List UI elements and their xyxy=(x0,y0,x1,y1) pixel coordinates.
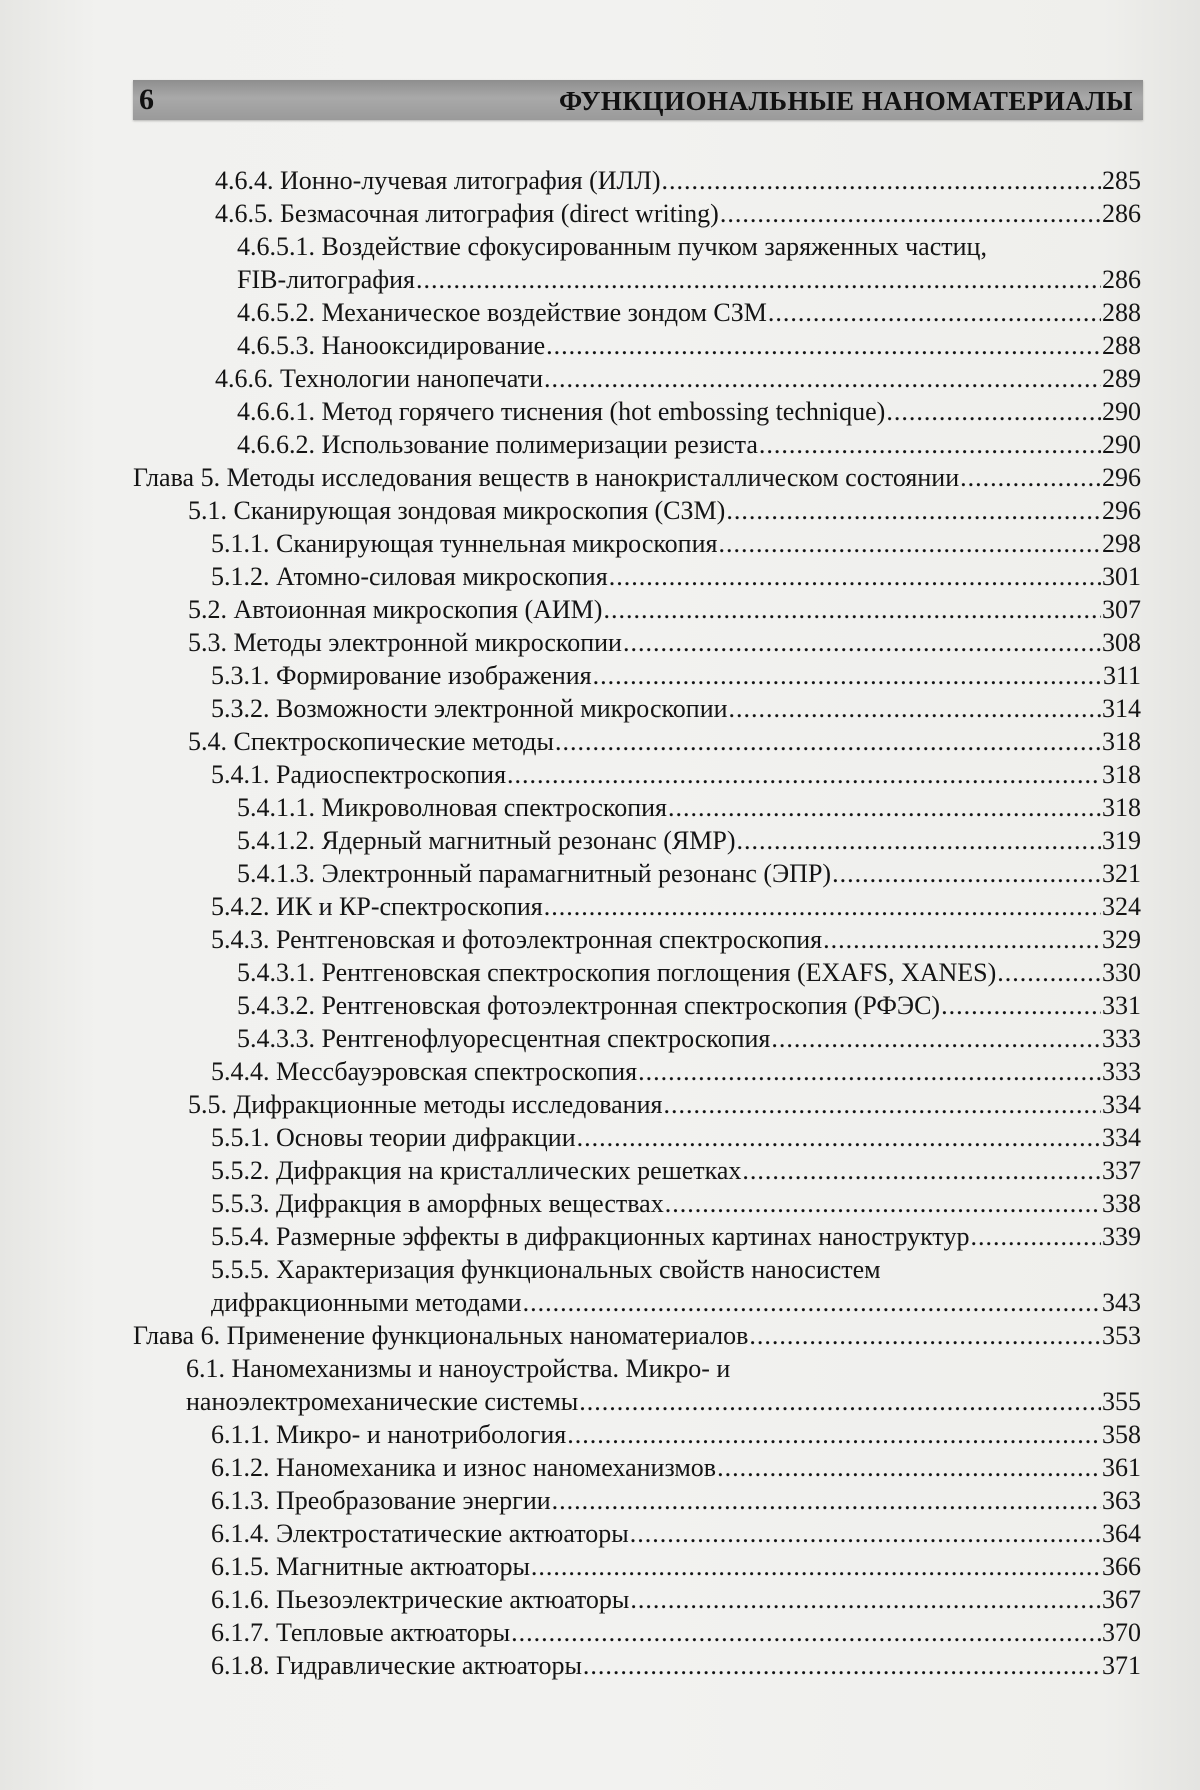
toc-leader-dots xyxy=(630,1583,1101,1616)
toc-leader-dots xyxy=(742,1154,1101,1187)
toc-entry-title: 5.5. Дифракционные методы исследования xyxy=(188,1090,663,1119)
toc-leader-dots xyxy=(960,461,1101,494)
toc-entry-title: 6.1.7. Тепловые актюаторы xyxy=(211,1618,511,1647)
toc-entry xyxy=(0,725,1200,758)
toc-entry-title: 5.4.2. ИК и КР-спектроскопия xyxy=(211,892,543,921)
toc-entry xyxy=(0,1418,1200,1451)
toc-entry-title: 4.6.4. Ионно-лучевая литография (ИЛЛ) xyxy=(215,166,661,195)
toc-leader-dots xyxy=(531,1550,1101,1583)
toc-entry xyxy=(0,1220,1200,1253)
toc-entry-title: 5.5.3. Дифракция в аморфных веществах xyxy=(211,1189,664,1218)
toc-entry xyxy=(0,1187,1200,1220)
toc-entry-page: 333 xyxy=(1102,1024,1141,1053)
toc-entry-page: 286 xyxy=(1102,265,1141,294)
toc-leader-dots xyxy=(544,362,1101,395)
toc-entry-title: 5.4.4. Мессбауэровская спектроскопия xyxy=(211,1057,638,1086)
toc-leader-dots xyxy=(623,626,1101,659)
toc-entry xyxy=(0,989,1200,1022)
toc-entry-title: 5.5.5. Характеризация функциональных свойств наносистем xyxy=(211,1255,881,1284)
toc-leader-dots xyxy=(668,791,1101,824)
toc-entry-page: 361 xyxy=(1102,1453,1141,1482)
toc-leader-dots xyxy=(970,1220,1101,1253)
toc-entry xyxy=(0,626,1200,659)
toc-entry-page: 329 xyxy=(1102,925,1141,954)
toc-leader-dots xyxy=(718,527,1101,560)
toc-leader-dots xyxy=(544,890,1101,923)
toc-entry-title: 5.2. Автоионная микроскопия (АИМ) xyxy=(188,595,603,624)
toc-entry-title: Глава 5. Методы исследования веществ в нанокристаллическом состоянии xyxy=(133,463,960,492)
toc-leader-dots xyxy=(768,296,1101,329)
toc-entry-title: 6.1.3. Преобразование энергии xyxy=(211,1486,551,1515)
toc-entry-title: 6.1.6. Пьезоэлектрические актюаторы xyxy=(211,1585,630,1614)
toc-entry xyxy=(0,1484,1200,1517)
toc-entry-title: 5.4.1.2. Ядерный магнитный резонанс (ЯМР) xyxy=(237,826,736,855)
toc-entry xyxy=(0,956,1200,989)
toc-leader-dots xyxy=(630,1517,1101,1550)
toc-leader-dots xyxy=(511,1616,1101,1649)
toc-entry-page: 330 xyxy=(1102,958,1141,987)
toc-leader-dots xyxy=(579,1385,1101,1418)
toc-leader-dots xyxy=(546,329,1101,362)
toc-entry-page: 314 xyxy=(1102,694,1141,723)
table-of-contents xyxy=(0,164,1200,1682)
toc-entry-page: 288 xyxy=(1102,331,1141,360)
toc-entry-title: 5.3.2. Возможности электронной микроскопии xyxy=(211,694,728,723)
toc-leader-dots xyxy=(823,923,1101,956)
toc-entry xyxy=(0,659,1200,692)
toc-entry xyxy=(0,1352,1200,1385)
toc-leader-dots xyxy=(663,1088,1101,1121)
toc-leader-dots xyxy=(759,428,1101,461)
toc-entry xyxy=(0,428,1200,461)
toc-entry-title: 4.6.5.2. Механическое воздействие зондом СЗМ xyxy=(237,298,767,327)
toc-entry-page: 338 xyxy=(1102,1189,1141,1218)
toc-entry-page: 324 xyxy=(1102,892,1141,921)
toc-entry xyxy=(0,527,1200,560)
toc-entry-page: 296 xyxy=(1102,463,1141,492)
toc-entry xyxy=(0,263,1200,296)
toc-entry xyxy=(0,692,1200,725)
toc-entry-page: 296 xyxy=(1102,496,1141,525)
toc-entry-title: 5.4.1.3. Электронный парамагнитный резонанс (ЭПР) xyxy=(237,859,832,888)
toc-leader-dots xyxy=(886,395,1101,428)
toc-entry-page: 337 xyxy=(1102,1156,1141,1185)
toc-entry xyxy=(0,230,1200,263)
toc-entry-page: 308 xyxy=(1102,628,1141,657)
toc-entry-page: 321 xyxy=(1102,859,1141,888)
toc-entry xyxy=(0,494,1200,527)
toc-entry xyxy=(0,461,1200,494)
toc-entry-page: 333 xyxy=(1102,1057,1141,1086)
toc-entry-title: 5.5.1. Основы теории дифракции xyxy=(211,1123,576,1152)
toc-entry-page: 298 xyxy=(1102,529,1141,558)
toc-entry-page: 339 xyxy=(1102,1222,1141,1251)
toc-leader-dots xyxy=(603,593,1101,626)
toc-entry-title: 6.1.2. Наномеханика и износ наномеханизмов xyxy=(211,1453,717,1482)
toc-entry-title: дифракционными методами xyxy=(211,1288,522,1317)
toc-entry-title: 4.6.6.1. Метод горячего тиснения (hot embossing technique) xyxy=(237,397,886,426)
toc-entry xyxy=(0,197,1200,230)
toc-leader-dots xyxy=(726,494,1101,527)
running-header xyxy=(133,80,1143,120)
toc-entry xyxy=(0,923,1200,956)
toc-entry-title: 4.6.5.3. Нанооксидирование xyxy=(237,331,546,360)
toc-entry-title: 6.1.4. Электростатические актюаторы xyxy=(211,1519,629,1548)
toc-entry-page: 318 xyxy=(1102,727,1141,756)
toc-entry-page: 334 xyxy=(1102,1090,1141,1119)
toc-entry-page: 285 xyxy=(1102,166,1141,195)
toc-entry-title: 6.1.5. Магнитные актюаторы xyxy=(211,1552,530,1581)
toc-entry-page: 370 xyxy=(1102,1618,1141,1647)
toc-leader-dots xyxy=(749,1319,1101,1352)
toc-entry-title: 5.1. Сканирующая зондовая микроскопия (СЗМ) xyxy=(188,496,726,525)
toc-entry xyxy=(0,164,1200,197)
toc-entry xyxy=(0,1451,1200,1484)
toc-entry-page: 355 xyxy=(1102,1387,1141,1416)
toc-entry xyxy=(0,329,1200,362)
toc-entry-page: 319 xyxy=(1102,826,1141,855)
toc-leader-dots xyxy=(665,1187,1101,1220)
toc-leader-dots xyxy=(941,989,1101,1022)
toc-entry xyxy=(0,1550,1200,1583)
toc-entry-page: 289 xyxy=(1102,364,1141,393)
toc-entry xyxy=(0,395,1200,428)
toc-leader-dots xyxy=(729,692,1101,725)
toc-entry-page: 367 xyxy=(1102,1585,1141,1614)
toc-entry-page: 301 xyxy=(1102,562,1141,591)
toc-leader-dots xyxy=(567,1418,1101,1451)
toc-leader-dots xyxy=(661,164,1101,197)
toc-entry-page: 288 xyxy=(1102,298,1141,327)
toc-entry xyxy=(0,1088,1200,1121)
toc-entry-title: 5.4.3.2. Рентгеновская фотоэлектронная спектроскопия (РФЭС) xyxy=(237,991,941,1020)
toc-entry xyxy=(0,1022,1200,1055)
toc-entry-title: 4.6.6. Технологии нанопечати xyxy=(215,364,544,393)
toc-entry xyxy=(0,1616,1200,1649)
toc-entry xyxy=(0,1121,1200,1154)
toc-entry-title: 5.4. Спектроскопические методы xyxy=(188,727,554,756)
toc-entry-page: 311 xyxy=(1102,661,1141,690)
toc-entry-title: FIB-литография xyxy=(237,265,415,294)
header-title: ФУНКЦИОНАЛЬНЫЕ НАНОМАТЕРИАЛЫ xyxy=(558,86,1133,116)
toc-entry-title: 4.6.5. Безмасочная литография (direct writing) xyxy=(215,199,719,228)
toc-entry xyxy=(0,1055,1200,1088)
toc-entry xyxy=(0,593,1200,626)
toc-entry-title: 5.4.3. Рентгеновская и фотоэлектронная спектроскопия xyxy=(211,925,823,954)
toc-entry-title: 5.1.1. Сканирующая туннельная микроскопия xyxy=(211,529,718,558)
toc-entry xyxy=(0,1286,1200,1319)
toc-leader-dots xyxy=(737,824,1102,857)
toc-leader-dots xyxy=(771,1022,1101,1055)
toc-entry-title: 4.6.5.1. Воздействие сфокусированным пучком заряженных частиц, xyxy=(237,232,987,261)
toc-entry xyxy=(0,1385,1200,1418)
toc-entry xyxy=(0,1319,1200,1352)
header-page-number: 6 xyxy=(139,83,154,116)
toc-entry-page: 343 xyxy=(1102,1288,1141,1317)
toc-entry-title: 4.6.6.2. Использование полимеризации резиста xyxy=(237,430,758,459)
toc-entry-page: 363 xyxy=(1102,1486,1141,1515)
toc-entry-page: 364 xyxy=(1102,1519,1141,1548)
toc-entry xyxy=(0,362,1200,395)
toc-entry-page: 290 xyxy=(1102,397,1141,426)
toc-leader-dots xyxy=(997,956,1101,989)
toc-entry-title: Глава 6. Применение функциональных наноматериалов xyxy=(133,1321,749,1350)
toc-entry-title: 6.1.1. Микро- и нанотрибология xyxy=(211,1420,567,1449)
toc-entry xyxy=(0,1253,1200,1286)
toc-leader-dots xyxy=(609,560,1101,593)
toc-entry xyxy=(0,824,1200,857)
toc-entry xyxy=(0,1154,1200,1187)
toc-leader-dots xyxy=(577,1121,1101,1154)
toc-entry-title: 5.5.2. Дифракция на кристаллических решетках xyxy=(211,1156,742,1185)
toc-entry xyxy=(0,791,1200,824)
toc-entry-page: 331 xyxy=(1102,991,1141,1020)
toc-leader-dots xyxy=(552,1484,1101,1517)
toc-entry-page: 353 xyxy=(1102,1321,1141,1350)
toc-entry-page: 334 xyxy=(1102,1123,1141,1152)
toc-entry-title: 5.4.1. Радиоспектроскопия xyxy=(211,760,507,789)
toc-entry-page: 366 xyxy=(1102,1552,1141,1581)
toc-leader-dots xyxy=(416,263,1101,296)
toc-entry xyxy=(0,1649,1200,1682)
toc-entry-title: 5.4.1.1. Микроволновая спектроскопия xyxy=(237,793,667,822)
toc-leader-dots xyxy=(555,725,1101,758)
toc-entry-title: 5.5.4. Размерные эффекты в дифракционных картинах наноструктур xyxy=(211,1222,970,1251)
toc-entry-page: 307 xyxy=(1102,595,1141,624)
toc-entry xyxy=(0,1517,1200,1550)
toc-entry-title: 5.3.1. Формирование изображения xyxy=(211,661,592,690)
toc-entry xyxy=(0,560,1200,593)
toc-entry-page: 358 xyxy=(1102,1420,1141,1449)
toc-entry-title: 6.1.8. Гидравлические актюаторы xyxy=(211,1651,582,1680)
toc-entry-title: 5.4.3.3. Рентгенофлуоресцентная спектроскопия xyxy=(237,1024,771,1053)
toc-entry-title: 5.3. Методы электронной микроскопии xyxy=(188,628,622,657)
toc-leader-dots xyxy=(583,1649,1101,1682)
toc-leader-dots xyxy=(832,857,1101,890)
toc-leader-dots xyxy=(720,197,1101,230)
toc-entry-page: 371 xyxy=(1102,1651,1141,1680)
toc-entry-title: 6.1. Наномеханизмы и наноустройства. Микро- и xyxy=(186,1354,731,1383)
toc-entry-page: 318 xyxy=(1102,793,1141,822)
toc-entry xyxy=(0,758,1200,791)
toc-entry-page: 290 xyxy=(1102,430,1141,459)
toc-leader-dots xyxy=(507,758,1101,791)
toc-leader-dots xyxy=(523,1286,1101,1319)
toc-entry-page: 286 xyxy=(1102,199,1141,228)
toc-leader-dots xyxy=(593,659,1102,692)
toc-entry-page: 318 xyxy=(1102,760,1141,789)
toc-entry-title: 5.1.2. Атомно-силовая микроскопия xyxy=(211,562,608,591)
toc-entry xyxy=(0,890,1200,923)
toc-entry xyxy=(0,296,1200,329)
toc-entry-title: 5.4.3.1. Рентгеновская спектроскопия поглощения (EXAFS, XANES) xyxy=(237,958,997,987)
toc-leader-dots xyxy=(717,1451,1101,1484)
toc-entry xyxy=(0,857,1200,890)
toc-leader-dots xyxy=(638,1055,1101,1088)
toc-entry-title: наноэлектромеханические системы xyxy=(186,1387,579,1416)
toc-entry xyxy=(0,1583,1200,1616)
